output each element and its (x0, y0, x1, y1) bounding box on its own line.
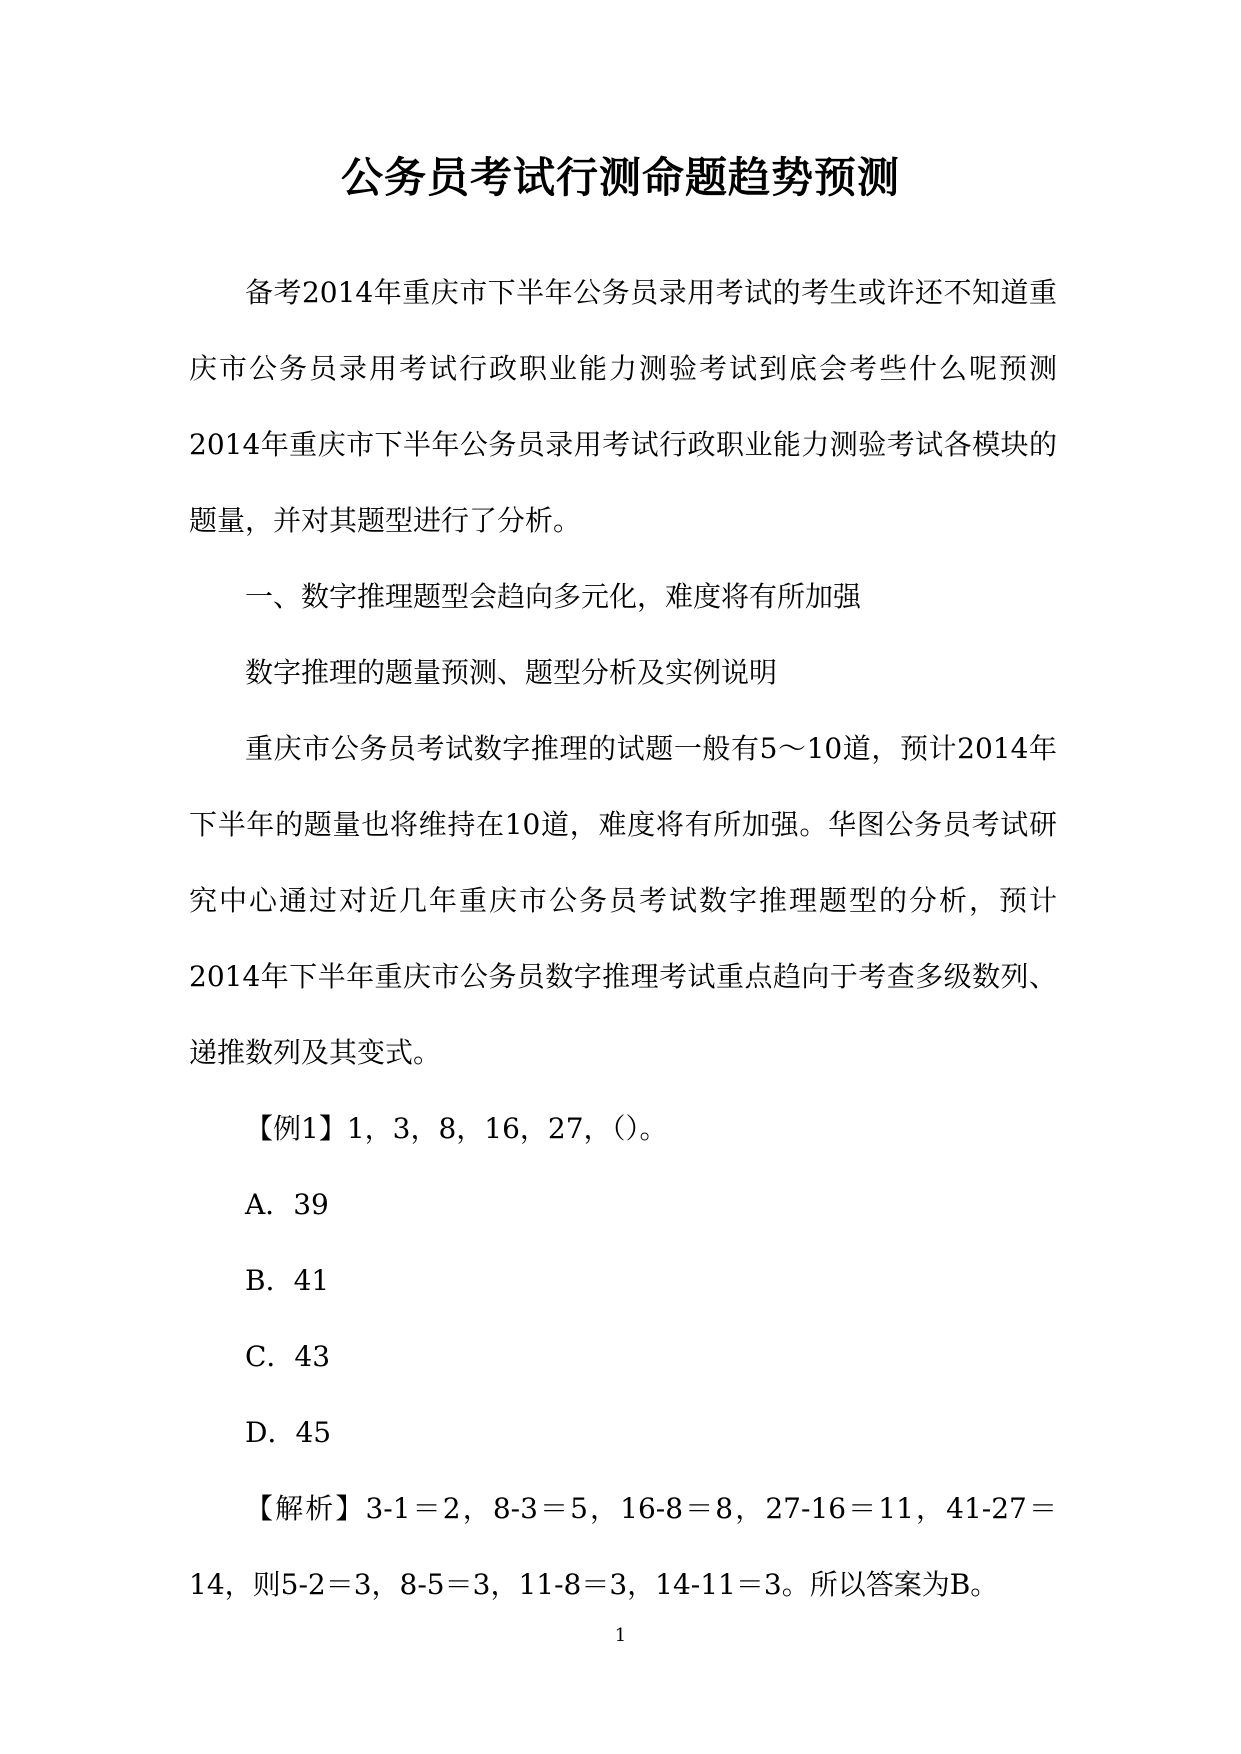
page-title: 公务员考试行测命题趋势预测 (340, 153, 900, 202)
example-question: 【例1】1，3，8，16，27，（）。 (245, 1112, 668, 1145)
page-number: 1 (614, 1625, 627, 1646)
subsection-heading: 数字推理的题量预测、题型分析及实例说明 (245, 656, 778, 689)
intro-paragraph: 备考2014年重庆市下半年公务员录用考试的考生或许还不知道重庆市公务员录用考试行政职业能力测验考试到底会考些什么呢预测2014年重庆市下半年公务员录用考试行政职业能力测验考试各模块的题量，并对其题型进行了分析。 (189, 276, 1057, 537)
section-heading: 一、数字推理题型会趋向多元化，难度将有所加强 (245, 580, 862, 613)
option-b: B．41 (245, 1264, 330, 1297)
document-body (189, 255, 1057, 1623)
option-d: D．45 (245, 1416, 332, 1449)
analysis-paragraph: 【解析】3-1＝2，8-3＝5，16-8＝8，27-16＝11，41-27＝14，则5-2＝3，8-5＝3，11-8＝3，14-11＝3。所以答案为B。 (189, 1492, 1057, 1601)
option-a: A．39 (245, 1188, 329, 1221)
option-c: C．43 (245, 1340, 331, 1373)
body-paragraph: 重庆市公务员考试数字推理的试题一般有5～10道，预计2014年下半年的题量也将维持在10道，难度将有所加强。华图公务员考试研究中心通过对近几年重庆市公务员考试数字推理题型的分析，预计2014年下半年重庆市公务员数字推理考试重点趋向于考查多级数列、递推数列及其变式。 (189, 732, 1057, 1069)
